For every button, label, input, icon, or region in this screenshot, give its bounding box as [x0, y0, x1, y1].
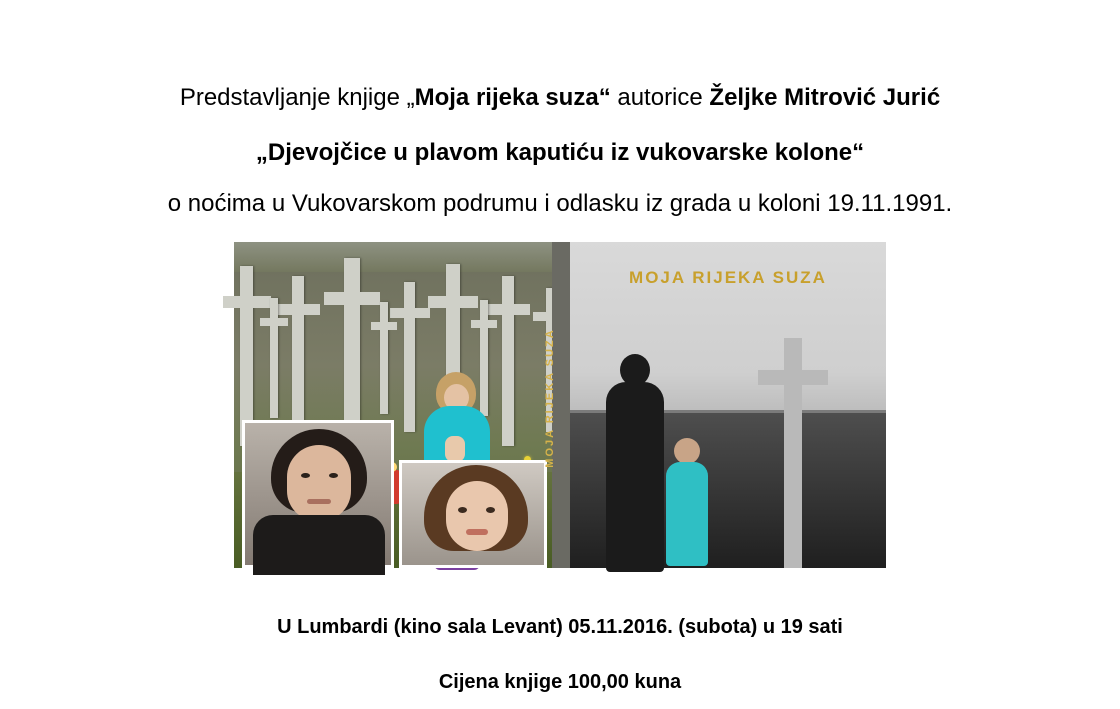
cross-icon	[270, 298, 278, 418]
footer-block	[0, 616, 1120, 694]
sky-strip	[234, 242, 570, 272]
headline-line-3: o noćima u Vukovarskom podrumu i odlasku iz grada u koloni 19.11.1991.	[167, 189, 953, 217]
silhouette-child	[666, 438, 708, 568]
composite-photo	[234, 242, 886, 568]
headline-line-2: „Djevojčice u plavom kaputiću iz vukovarske kolone“	[255, 138, 865, 166]
inset-photo-woman	[242, 420, 394, 568]
cemetery-photo	[234, 242, 570, 568]
headline-line-1	[0, 84, 1120, 113]
book-cover-photo	[544, 242, 886, 568]
book-author: Željke Mitrović Jurić	[709, 84, 941, 111]
inset-photo-girl	[399, 460, 547, 568]
silhouette-adult	[604, 354, 666, 568]
headline-prefix: Predstavljanje knjige „	[179, 84, 415, 111]
cover-cross-icon	[784, 338, 802, 568]
book-spine-title: MOJA RIJEKA SUZA	[544, 328, 556, 469]
event-details: U Lumbardi (kino sala Levant) 05.11.2016. (subota) u 19 sati	[277, 616, 843, 639]
headline-middle: autorice	[610, 84, 710, 111]
book-price: Cijena knjige 100,00 kuna	[438, 671, 682, 694]
cross-icon	[502, 276, 514, 446]
cross-icon	[404, 282, 415, 432]
cross-icon	[292, 276, 304, 444]
cross-icon	[380, 302, 388, 414]
book-title: Moja rijeka suza“	[414, 84, 611, 111]
book-spine	[544, 242, 570, 568]
cross-icon	[240, 266, 253, 446]
headline-block	[0, 84, 1120, 218]
book-cover-title: MOJA RIJEKA SUZA	[629, 268, 827, 288]
